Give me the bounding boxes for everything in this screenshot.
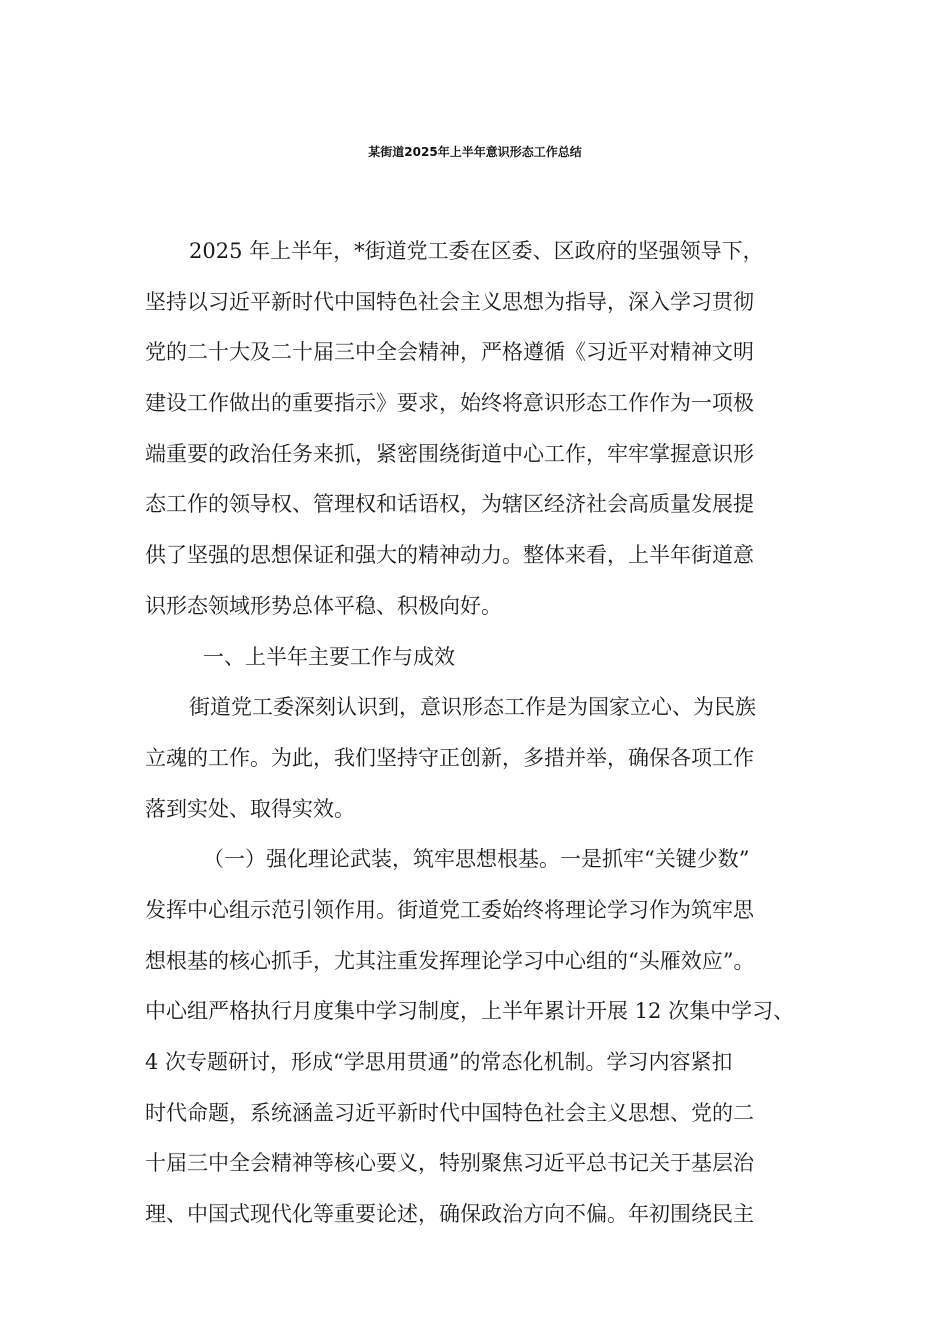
paragraph-line: 想根基的核心抓手，尤其注重发挥理论学习中心组的“头雁效应”。	[145, 948, 755, 973]
paragraph-line: 党的二十大及二十届三中全会精神，严格遵循《习近平对精神文明	[145, 340, 754, 365]
paragraph-line: 4 次专题研讨，形成“学思用贯通”的常态化机制。学习内容紧扣	[145, 1050, 733, 1074]
paragraph-line: 十届三中全会精神等核心要义，特别聚焦习近平总书记关于基层治	[145, 1151, 754, 1176]
paragraph-line: 态工作的领导权、管理权和话语权，为辖区经济社会高质量发展提	[145, 492, 754, 517]
paragraph-line: 建设工作做出的重要指示》要求，始终将意识形态工作作为一项极	[145, 391, 754, 416]
paragraph-line: 中心组严格执行月度集中学习制度，上半年累计开展 12 次集中学习、	[145, 999, 795, 1024]
paragraph-line: 识形态领域形势总体平稳、积极向好。	[145, 593, 502, 618]
paragraph-line: 2025 年上半年，*街道党工委在区委、区政府的坚强领导下，	[189, 239, 764, 263]
paragraph-line: 立魂的工作。为此，我们坚持守正创新，多措并举，确保各项工作	[145, 745, 754, 770]
paragraph-line: 端重要的政治任务来抓，紧密围绕街道中心工作，牢牢掌握意识形	[145, 441, 754, 466]
paragraph-line: （一）强化理论武装，筑牢思想根基。一是抓牢“关键少数”	[203, 847, 750, 872]
document-body	[145, 226, 835, 1240]
paragraph-line: 供了坚强的思想保证和强大的精神动力。整体来看，上半年街道意	[145, 543, 754, 568]
document-title: 某街道2025年上半年意识形态工作总结	[368, 145, 582, 159]
paragraph-line: 街道党工委深刻认识到，意识形态工作是为国家立心、为民族	[189, 695, 756, 720]
paragraph-line: 时代命题，系统涵盖习近平新时代中国特色社会主义思想、党的二	[145, 1100, 754, 1125]
paragraph-line: 坚持以习近平新时代中国特色社会主义思想为指导，深入学习贯彻	[145, 289, 754, 314]
paragraph-line: 理、中国式现代化等重要论述，确保政治方向不偏。年初围绕民主	[145, 1202, 754, 1227]
paragraph-line: 落到实处、取得实效。	[145, 796, 355, 821]
section-heading: 一、上半年主要工作与成效	[203, 644, 455, 669]
paragraph-line: 发挥中心组示范引领作用。街道党工委始终将理论学习作为筑牢思	[145, 897, 754, 922]
